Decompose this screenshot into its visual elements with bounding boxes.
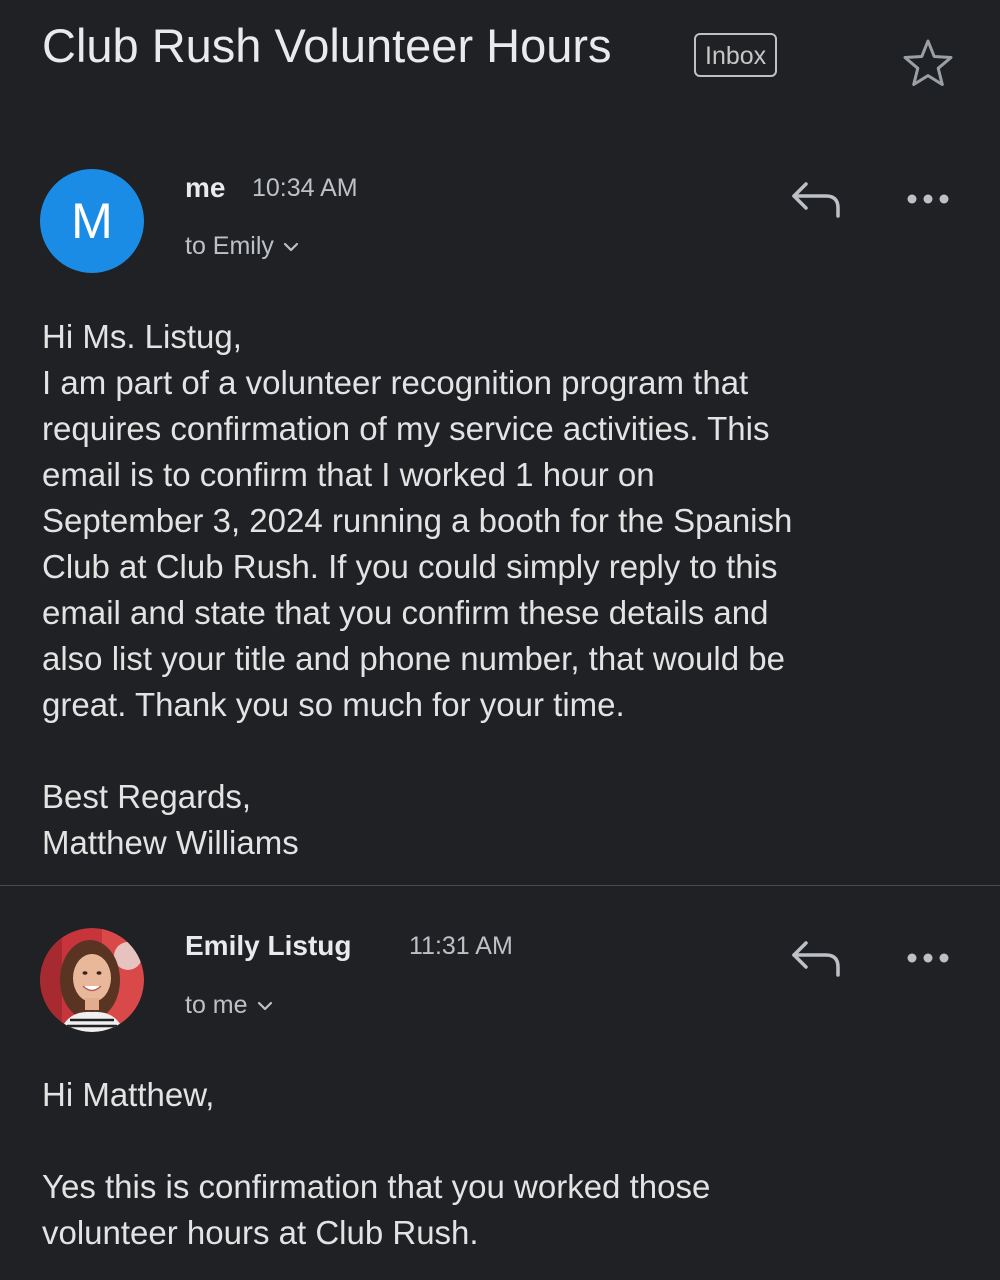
body-line: great. Thank you so much for your time. xyxy=(42,686,625,723)
more-options-icon[interactable] xyxy=(900,935,960,985)
chevron-down-icon xyxy=(282,240,300,254)
body-line: Hi Matthew, xyxy=(42,1076,215,1113)
body-line: Best Regards, xyxy=(42,778,252,815)
body-line: requires confirmation of my service activities. This xyxy=(42,410,770,447)
body-line: email and state that you confirm these details and xyxy=(42,594,769,631)
message-body xyxy=(42,314,972,866)
reply-icon[interactable] xyxy=(788,935,848,985)
body-line: September 3, 2024 running a booth for the Spanish xyxy=(42,502,793,539)
star-icon[interactable] xyxy=(900,36,956,92)
message-sender: Emily Listug xyxy=(185,930,352,961)
body-line: Matthew Williams xyxy=(42,824,299,861)
body-line: Yes this is confirmation that you worked those xyxy=(42,1168,711,1205)
recipient-toggle[interactable] xyxy=(185,991,274,1020)
avatar-emily[interactable] xyxy=(40,928,144,1032)
recipient-toggle[interactable] xyxy=(185,232,300,261)
body-line: Club at Club Rush. If you could simply reply to this xyxy=(42,548,778,585)
recipient-label: to Emily xyxy=(185,232,274,260)
message-sender: me xyxy=(185,172,226,203)
body-line: email is to confirm that I worked 1 hour on xyxy=(42,456,655,493)
inbox-label-badge[interactable]: Inbox xyxy=(694,33,777,77)
message-time: 11:31 AM xyxy=(409,932,513,960)
body-line xyxy=(42,728,972,774)
body-line xyxy=(42,1118,972,1164)
body-line: I am part of a volunteer recognition program that xyxy=(42,364,749,401)
reply-icon[interactable] xyxy=(788,176,848,226)
body-line: Hi Ms. Listug, xyxy=(42,318,242,355)
message-divider xyxy=(0,885,1000,886)
recipient-label: to me xyxy=(185,991,248,1019)
more-options-icon[interactable] xyxy=(900,176,960,226)
body-line: also list your title and phone number, that would be xyxy=(42,640,785,677)
avatar-me[interactable]: M xyxy=(40,169,144,273)
chevron-down-icon xyxy=(256,999,274,1013)
message-time: 10:34 AM xyxy=(252,174,358,202)
body-line: volunteer hours at Club Rush. xyxy=(42,1214,479,1251)
email-subject: Club Rush Volunteer Hours xyxy=(42,19,612,72)
message-body xyxy=(42,1072,972,1256)
